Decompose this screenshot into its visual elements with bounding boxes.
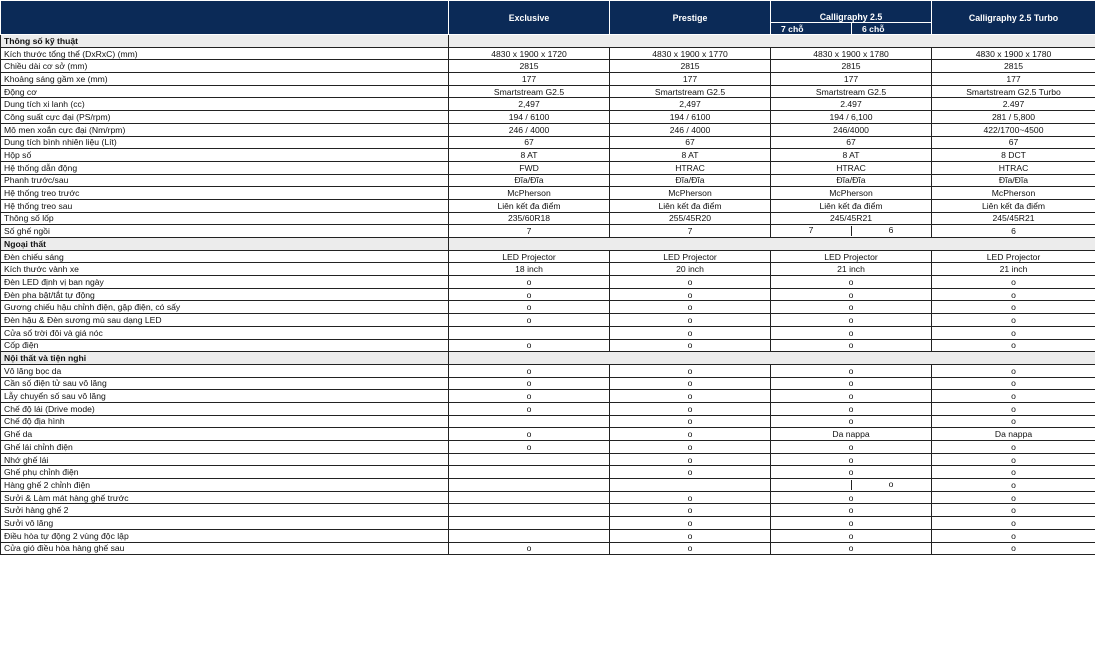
value-exclusive [449, 529, 610, 542]
value-calligraphy-turbo: 4830 x 1900 x 1780 [932, 47, 1095, 60]
value-calligraphy-split [771, 479, 932, 492]
spec-label: Phanh trước/sau [1, 174, 449, 187]
value-calligraphy-turbo: 177 [932, 73, 1095, 86]
spec-label: Chế độ địa hình [1, 415, 449, 428]
value-calligraphy: o [771, 364, 932, 377]
spec-label: Chế độ lái (Drive mode) [1, 402, 449, 415]
spec-label: Số ghế ngồi [1, 225, 449, 238]
value-prestige: o [610, 504, 771, 517]
spec-row [1, 263, 1095, 276]
value-prestige: o [610, 466, 771, 479]
value-calligraphy-turbo: Smartstream G2.5 Turbo [932, 85, 1095, 98]
value-prestige: 7 [610, 225, 771, 238]
value-calligraphy: HTRAC [771, 161, 932, 174]
value-calligraphy: o [771, 288, 932, 301]
spec-row [1, 123, 1095, 136]
spec-label: Hàng ghế 2 chỉnh điện [1, 479, 449, 492]
value-calligraphy: o [771, 491, 932, 504]
value-exclusive: 8 AT [449, 149, 610, 162]
value-calligraphy-turbo: 67 [932, 136, 1095, 149]
spec-row [1, 73, 1095, 86]
spec-row [1, 288, 1095, 301]
value-calligraphy: o [771, 390, 932, 403]
value-prestige: 194 / 6100 [610, 111, 771, 124]
spec-row [1, 529, 1095, 542]
value-exclusive: o [449, 301, 610, 314]
spec-row [1, 453, 1095, 466]
spec-label: Công suất cực đại (PS/rpm) [1, 111, 449, 124]
value-calligraphy: 4830 x 1900 x 1780 [771, 47, 932, 60]
value-calligraphy-turbo: o [932, 339, 1095, 352]
value-calligraphy: o [771, 517, 932, 530]
spec-row [1, 466, 1095, 479]
value-calligraphy-turbo: 2.497 [932, 98, 1095, 111]
value-exclusive: 67 [449, 136, 610, 149]
value-prestige: o [610, 314, 771, 327]
value-prestige: o [610, 364, 771, 377]
spec-label: Mô men xoắn cực đại (Nm/rpm) [1, 123, 449, 136]
value-calligraphy: o [771, 542, 932, 555]
spec-row [1, 428, 1095, 441]
value-calligraphy: o [771, 529, 932, 542]
section-filler [449, 35, 1095, 48]
header-calligraphy-turbo: Calligraphy 2.5 Turbo [932, 1, 1095, 35]
value-prestige: o [610, 441, 771, 454]
spec-label: Hệ thống treo sau [1, 199, 449, 212]
value-prestige: o [610, 529, 771, 542]
section-row [1, 352, 1095, 365]
header-calligraphy-6-seats: 6 chỗ [852, 23, 932, 35]
value-calligraphy: o [771, 276, 932, 289]
value-prestige: o [610, 517, 771, 530]
value-exclusive: Liên kết đa điểm [449, 199, 610, 212]
value-exclusive: 7 [449, 225, 610, 238]
value-calligraphy: o [771, 453, 932, 466]
value-prestige [610, 479, 771, 492]
section-title: Thông số kỹ thuật [1, 35, 449, 48]
value-exclusive: o [449, 288, 610, 301]
value-calligraphy-turbo: 281 / 5,800 [932, 111, 1095, 124]
value-exclusive [449, 517, 610, 530]
spec-label: Ghế da [1, 428, 449, 441]
value-calligraphy-turbo: HTRAC [932, 161, 1095, 174]
section-title: Ngoại thất [1, 238, 449, 251]
spec-row [1, 390, 1095, 403]
spec-label: Gương chiếu hậu chỉnh điện, gập điện, có sấy [1, 301, 449, 314]
value-calligraphy-turbo: o [932, 491, 1095, 504]
value-calligraphy-turbo: Đĩa/Đĩa [932, 174, 1095, 187]
value-exclusive: 2,497 [449, 98, 610, 111]
value-prestige: HTRAC [610, 161, 771, 174]
value-calligraphy-turbo: 8 DCT [932, 149, 1095, 162]
spec-label: Cửa gió điều hòa hàng ghế sau [1, 542, 449, 555]
value-calligraphy-turbo: o [932, 301, 1095, 314]
spec-row [1, 250, 1095, 263]
spec-label: Điều hòa tự động 2 vùng độc lập [1, 529, 449, 542]
spec-label: Nhớ ghế lái [1, 453, 449, 466]
spec-row [1, 314, 1095, 327]
spec-label: Ghế phụ chỉnh điện [1, 466, 449, 479]
spec-row [1, 212, 1095, 225]
spec-label: Sưởi vô lăng [1, 517, 449, 530]
value-prestige: LED Projector [610, 250, 771, 263]
value-calligraphy-turbo: o [932, 542, 1095, 555]
spec-row [1, 276, 1095, 289]
value-exclusive: Đĩa/Đĩa [449, 174, 610, 187]
value-calligraphy: 67 [771, 136, 932, 149]
spec-row [1, 301, 1095, 314]
spec-label: Ghế lái chỉnh điện [1, 441, 449, 454]
spec-label: Cửa sổ trời đôi và giá nóc [1, 326, 449, 339]
value-calligraphy-turbo: 21 inch [932, 263, 1095, 276]
spec-label: Cần số điện tử sau vô lăng [1, 377, 449, 390]
value-prestige: 2,497 [610, 98, 771, 111]
spec-row [1, 149, 1095, 162]
value-calligraphy-turbo: o [932, 402, 1095, 415]
spec-row [1, 326, 1095, 339]
spec-label: Đèn chiếu sáng [1, 250, 449, 263]
value-exclusive: o [449, 390, 610, 403]
value-exclusive: McPherson [449, 187, 610, 200]
value-calligraphy: o [771, 441, 932, 454]
value-calligraphy-turbo: o [932, 314, 1095, 327]
value-prestige: o [610, 301, 771, 314]
value-calligraphy: 177 [771, 73, 932, 86]
value-exclusive: o [449, 276, 610, 289]
spec-label: Kích thước tổng thể (DxRxC) (mm) [1, 47, 449, 60]
value-exclusive: o [449, 339, 610, 352]
spec-row [1, 517, 1095, 530]
spec-row [1, 174, 1095, 187]
header-prestige: Prestige [610, 1, 771, 35]
spec-row [1, 47, 1095, 60]
value-prestige: o [610, 390, 771, 403]
value-calligraphy: o [771, 339, 932, 352]
value-calligraphy-turbo: o [932, 466, 1095, 479]
spec-row [1, 415, 1095, 428]
spec-row [1, 339, 1095, 352]
spec-label: Kích thước vành xe [1, 263, 449, 276]
value-exclusive [449, 453, 610, 466]
value-exclusive: 18 inch [449, 263, 610, 276]
spec-label: Đèn LED định vị ban ngày [1, 276, 449, 289]
value-exclusive: 235/60R18 [449, 212, 610, 225]
spec-table-header [1, 1, 1095, 35]
value-calligraphy-turbo: LED Projector [932, 250, 1095, 263]
value-prestige: 4830 x 1900 x 1770 [610, 47, 771, 60]
value-exclusive: o [449, 364, 610, 377]
spec-row [1, 542, 1095, 555]
value-calligraphy: 8 AT [771, 149, 932, 162]
value-exclusive: o [449, 402, 610, 415]
section-row [1, 238, 1095, 251]
spec-row [1, 85, 1095, 98]
spec-label: Đèn hậu & Đèn sương mù sau dạng LED [1, 314, 449, 327]
spec-label: Dung tích xi lanh (cc) [1, 98, 449, 111]
spec-row [1, 187, 1095, 200]
value-calligraphy-turbo: 245/45R21 [932, 212, 1095, 225]
value-calligraphy-turbo: Liên kết đa điểm [932, 199, 1095, 212]
value-exclusive: o [449, 542, 610, 555]
value-calligraphy: Da nappa [771, 428, 932, 441]
value-calligraphy-turbo: o [932, 364, 1095, 377]
spec-label: Thông số lốp [1, 212, 449, 225]
value-calligraphy: 21 inch [771, 263, 932, 276]
value-calligraphy: o [771, 402, 932, 415]
spec-label: Hệ thống treo trước [1, 187, 449, 200]
value-calligraphy-6-seats: 6 [888, 225, 894, 236]
value-exclusive: FWD [449, 161, 610, 174]
spec-row [1, 441, 1095, 454]
value-calligraphy-turbo: o [932, 479, 1095, 492]
value-calligraphy: o [771, 314, 932, 327]
spec-row [1, 377, 1095, 390]
value-prestige: o [610, 326, 771, 339]
value-calligraphy-6-seats: o [888, 479, 894, 490]
value-exclusive: Smartstream G2.5 [449, 85, 610, 98]
spec-table-body [1, 35, 1095, 555]
value-exclusive [449, 479, 610, 492]
spec-label: Sưởi hàng ghế 2 [1, 504, 449, 517]
value-calligraphy: 2815 [771, 60, 932, 73]
spec-row [1, 504, 1095, 517]
value-calligraphy-turbo: Da nappa [932, 428, 1095, 441]
value-calligraphy-turbo: 422/1700~4500 [932, 123, 1095, 136]
value-exclusive [449, 466, 610, 479]
value-prestige: Smartstream G2.5 [610, 85, 771, 98]
value-prestige: o [610, 415, 771, 428]
value-calligraphy: o [771, 301, 932, 314]
value-calligraphy: McPherson [771, 187, 932, 200]
spec-row [1, 161, 1095, 174]
spec-label: Chiều dài cơ sở (mm) [1, 60, 449, 73]
value-calligraphy: o [771, 466, 932, 479]
value-exclusive: o [449, 441, 610, 454]
value-prestige: o [610, 377, 771, 390]
value-calligraphy-turbo: o [932, 415, 1095, 428]
value-prestige: o [610, 402, 771, 415]
value-exclusive: 4830 x 1900 x 1720 [449, 47, 610, 60]
value-calligraphy: o [771, 504, 932, 517]
header-exclusive: Exclusive [449, 1, 610, 35]
value-calligraphy-turbo: o [932, 276, 1095, 289]
value-prestige: 8 AT [610, 149, 771, 162]
spec-row [1, 402, 1095, 415]
value-prestige: 67 [610, 136, 771, 149]
spec-label: Vô lăng bọc da [1, 364, 449, 377]
spec-label: Động cơ [1, 85, 449, 98]
spec-row [1, 111, 1095, 124]
value-calligraphy-turbo: o [932, 504, 1095, 517]
value-calligraphy-turbo: o [932, 288, 1095, 301]
section-filler [449, 238, 1095, 251]
spec-row [1, 225, 1095, 238]
section-title: Nội thất và tiện nghi [1, 352, 449, 365]
header-calligraphy: Calligraphy 2.5 [771, 1, 932, 23]
value-prestige: 20 inch [610, 263, 771, 276]
value-exclusive: o [449, 428, 610, 441]
spec-label: Hộp số [1, 149, 449, 162]
spec-row [1, 60, 1095, 73]
value-exclusive [449, 415, 610, 428]
value-exclusive: LED Projector [449, 250, 610, 263]
spec-row [1, 364, 1095, 377]
value-prestige: Đĩa/Đĩa [610, 174, 771, 187]
value-exclusive [449, 326, 610, 339]
value-prestige: McPherson [610, 187, 771, 200]
section-filler [449, 352, 1095, 365]
value-calligraphy-split [771, 225, 932, 238]
value-calligraphy-turbo: 6 [932, 225, 1095, 238]
value-prestige: 246 / 4000 [610, 123, 771, 136]
value-prestige: o [610, 428, 771, 441]
spec-row [1, 98, 1095, 111]
section-row [1, 35, 1095, 48]
value-calligraphy: o [771, 326, 932, 339]
value-prestige: Liên kết đa điểm [610, 199, 771, 212]
value-calligraphy: 246/4000 [771, 123, 932, 136]
value-calligraphy-turbo: o [932, 453, 1095, 466]
value-calligraphy: Đĩa/Đĩa [771, 174, 932, 187]
spec-row [1, 136, 1095, 149]
value-calligraphy-turbo: o [932, 377, 1095, 390]
spec-label: Dung tích bình nhiên liệu (Lít) [1, 136, 449, 149]
value-calligraphy: Liên kết đa điểm [771, 199, 932, 212]
value-calligraphy-turbo: o [932, 390, 1095, 403]
value-prestige: o [610, 276, 771, 289]
value-calligraphy-turbo: McPherson [932, 187, 1095, 200]
value-calligraphy-turbo: 2815 [932, 60, 1095, 73]
value-calligraphy-7-seats [771, 479, 851, 491]
spec-label: Cốp điện [1, 339, 449, 352]
value-calligraphy-turbo: o [932, 441, 1095, 454]
spec-label: Hệ thống dẫn động [1, 161, 449, 174]
value-calligraphy: Smartstream G2.5 [771, 85, 932, 98]
value-calligraphy-turbo: o [932, 517, 1095, 530]
value-calligraphy: 2.497 [771, 98, 932, 111]
value-exclusive [449, 491, 610, 504]
value-calligraphy-7-seats: 7 [808, 225, 814, 236]
value-prestige: o [610, 339, 771, 352]
value-calligraphy: o [771, 415, 932, 428]
value-prestige: 2815 [610, 60, 771, 73]
value-prestige: o [610, 491, 771, 504]
spec-label: Sưởi & Làm mát hàng ghế trước [1, 491, 449, 504]
spec-label: Đèn pha bật/tắt tự động [1, 288, 449, 301]
value-prestige: 177 [610, 73, 771, 86]
spec-row [1, 199, 1095, 212]
value-prestige: o [610, 453, 771, 466]
value-exclusive: o [449, 314, 610, 327]
header-corner [1, 1, 449, 35]
value-prestige: o [610, 288, 771, 301]
value-exclusive: 177 [449, 73, 610, 86]
value-prestige: o [610, 542, 771, 555]
value-calligraphy-turbo: o [932, 326, 1095, 339]
value-calligraphy: o [771, 377, 932, 390]
value-calligraphy-turbo: o [932, 529, 1095, 542]
spec-row [1, 491, 1095, 504]
value-exclusive: o [449, 377, 610, 390]
value-calligraphy: 245/45R21 [771, 212, 932, 225]
value-calligraphy: 194 / 6,100 [771, 111, 932, 124]
value-exclusive: 194 / 6100 [449, 111, 610, 124]
header-calligraphy-7-seats: 7 chỗ [771, 23, 852, 35]
value-exclusive: 2815 [449, 60, 610, 73]
value-exclusive [449, 504, 610, 517]
spec-label: Khoảng sáng gầm xe (mm) [1, 73, 449, 86]
value-calligraphy: LED Projector [771, 250, 932, 263]
value-prestige: 255/45R20 [610, 212, 771, 225]
value-exclusive: 246 / 4000 [449, 123, 610, 136]
spec-label: Lẫy chuyển số sau vô lăng [1, 390, 449, 403]
spec-row [1, 479, 1095, 492]
